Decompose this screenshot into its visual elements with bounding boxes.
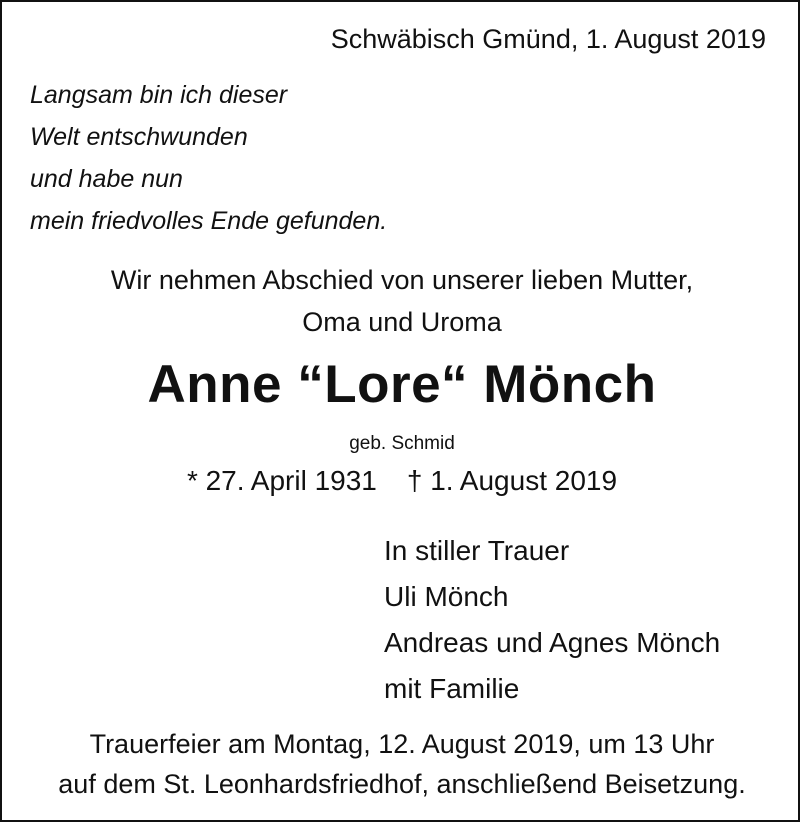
life-dates — [2, 465, 800, 497]
maiden-name: geb. Schmid — [349, 433, 455, 454]
poem-line: mein friedvolles Ende gefunden. — [30, 207, 388, 235]
farewell-line-2: Oma und Uroma — [302, 307, 502, 337]
mourners-intro: In stiller Trauer — [384, 535, 570, 566]
funeral-line-2: auf dem St. Leonhardsfriedhof, anschließend Beisetzung. — [58, 769, 746, 799]
poem-line: Langsam bin ich dieser — [30, 81, 288, 109]
farewell-line-1: Wir nehmen Abschied von unserer lieben Mutter, — [110, 265, 694, 295]
deceased-name: Anne “Lore“ Mönch — [147, 355, 657, 414]
mourner-name: Uli Mönch — [384, 581, 509, 612]
mourner-name: Andreas und Agnes Mönch — [384, 627, 721, 658]
mourner-name: mit Familie — [384, 673, 520, 704]
mourners-block — [384, 528, 720, 712]
poem — [30, 74, 387, 242]
poem-line: Welt entschwunden — [30, 123, 248, 151]
funeral-line-1: Trauerfeier am Montag, 12. August 2019, um 13 Uhr — [89, 729, 715, 759]
poem-line: und habe nun — [30, 165, 183, 193]
birth-date: * 27. April 1931 — [186, 465, 377, 496]
place-date: Schwäbisch Gmünd, 1. August 2019 — [330, 24, 766, 54]
death-date: † 1. August 2019 — [406, 465, 618, 496]
